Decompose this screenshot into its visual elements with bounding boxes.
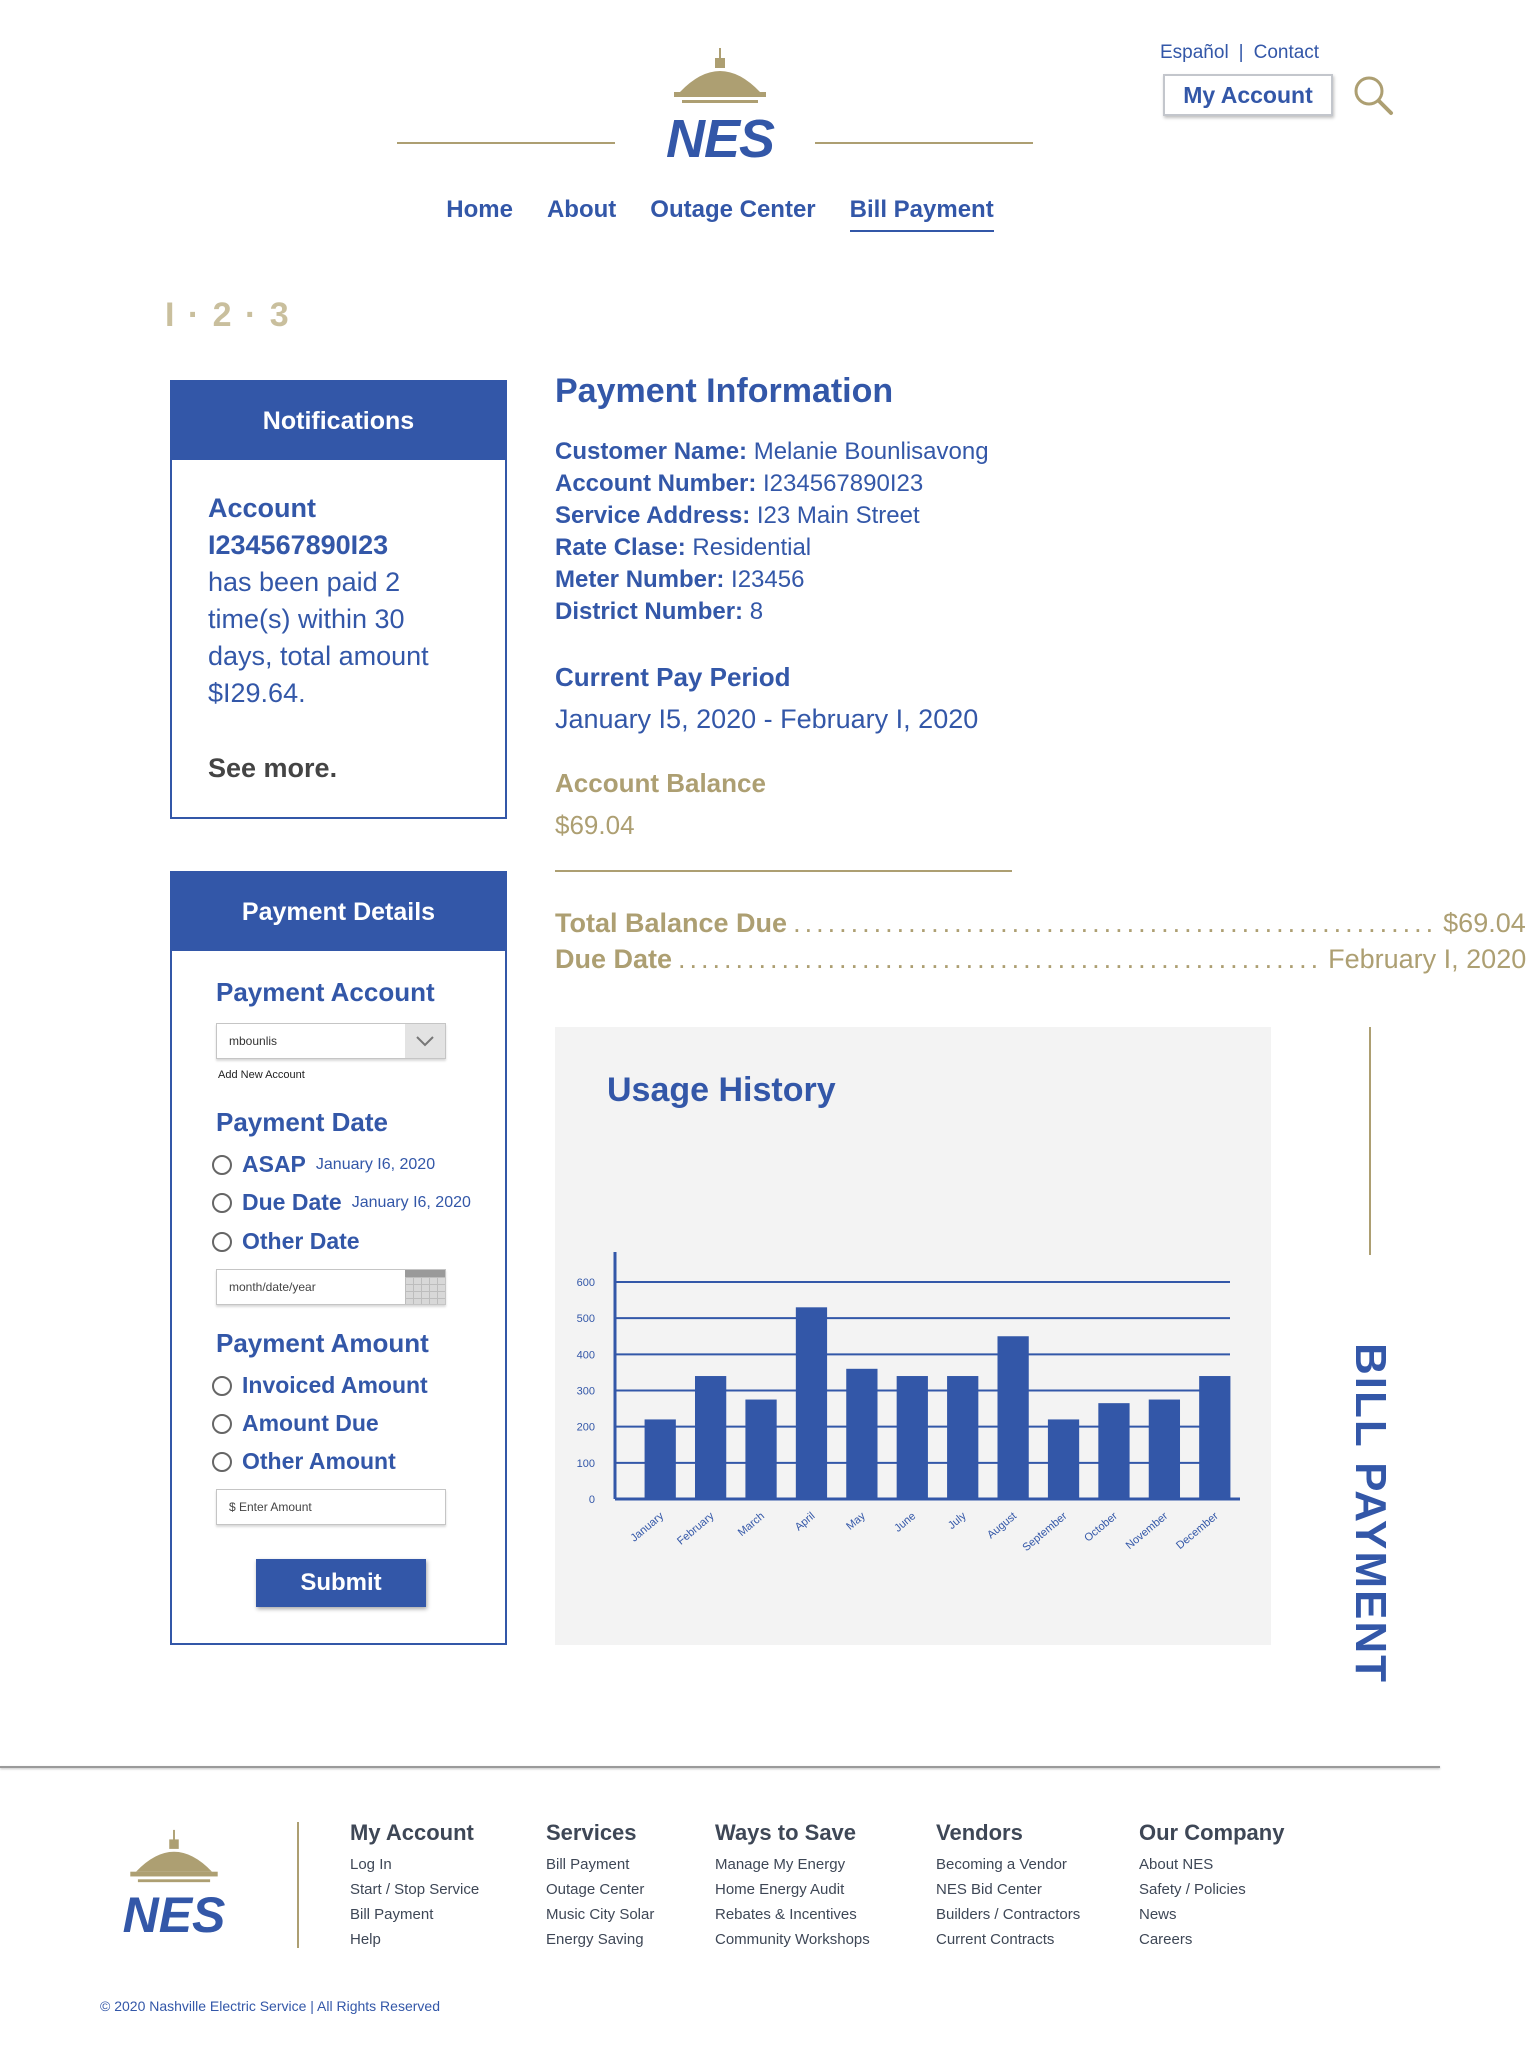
chart-title: Usage History [607,1071,836,1109]
info-label: Service Address: [555,502,751,529]
leader-dots: ........................................................ [793,908,1438,938]
info-rate-class [555,534,811,562]
add-new-account-link[interactable]: Add New Account [218,1069,305,1081]
radio-other-amount[interactable] [212,1448,396,1475]
footer-link[interactable]: Builders / Contractors [936,1906,1081,1923]
payment-date-heading: Payment Date [216,1107,388,1137]
footer-link[interactable]: Music City Solar [546,1906,655,1923]
notification-text: has been paid 2 time(s) within 30 days, total amount $I29.64. [208,567,429,708]
pay-period-label: Current Pay Period [555,662,791,692]
radio-sublabel: January I6, 2020 [351,1193,471,1211]
bar-february [695,1376,726,1499]
footer-link[interactable]: Energy Saving [546,1931,644,1948]
info-value: Melanie Bounlisavong [753,438,989,465]
y-tick-label: 500 [576,1313,595,1326]
date-placeholder: month/date/year [229,1280,316,1294]
footer-col-vendors [936,1820,1080,1952]
footer-link[interactable]: About NES [1139,1856,1214,1873]
footer-link[interactable]: Help [350,1931,381,1948]
nav-bill-payment[interactable]: Bill Payment [850,196,994,232]
info-customer-name [555,438,989,466]
date-input[interactable] [216,1269,446,1305]
notification-account-number: I234567890I23 [208,530,389,560]
info-value: I234567890I23 [763,470,924,497]
x-tick-label: November [1123,1510,1171,1552]
step-indicator: I · 2 · 3 [165,296,291,334]
footer-link[interactable]: Manage My Energy [715,1856,846,1873]
info-label: Rate Clase: [555,534,686,561]
footer-heading: Our Company [1139,1820,1285,1845]
payment-account-value: mbounlis [229,1034,278,1048]
footer-col-our-company [1139,1820,1284,1952]
bar-october [1098,1403,1129,1499]
footer-link[interactable]: NES Bid Center [936,1881,1042,1898]
y-tick-label: 200 [576,1421,595,1434]
info-label: District Number: [555,598,744,625]
bar-december [1199,1376,1230,1499]
x-tick-label: April [792,1510,818,1534]
amount-placeholder: $ Enter Amount [229,1500,312,1514]
header-rule-right [815,142,1033,144]
chevron-down-icon [405,1024,445,1058]
total-due-label: Total Balance Due [555,908,788,938]
y-tick-label: 0 [588,1494,595,1506]
header-rule-left [397,142,615,144]
radio-circle [212,1452,232,1472]
radio-invoiced-amount[interactable] [212,1372,428,1399]
footer-heading: Vendors [936,1820,1023,1845]
radio-label: Due Date [242,1189,342,1215]
footer-heading: Services [546,1820,637,1845]
x-tick-label: January [628,1510,667,1545]
footer-logo-text: NES [122,1887,226,1943]
y-tick-label: 300 [576,1385,595,1398]
footer-link[interactable]: Becoming a Vendor [936,1856,1067,1873]
x-tick-label: December [1174,1510,1221,1552]
footer-col-services [546,1820,654,1952]
my-account-button[interactable]: My Account [1163,74,1333,116]
side-rule [1369,1027,1371,1255]
logo-text: NES [665,109,775,169]
footer-link[interactable]: Current Contracts [936,1931,1055,1948]
radio-other-date[interactable] [212,1228,360,1255]
info-value: Residential [692,534,812,561]
bar-july [947,1376,978,1499]
nes-logo[interactable] [640,46,800,169]
search-icon[interactable] [1352,74,1394,116]
info-meter-number [555,566,804,594]
y-tick-label: 600 [576,1277,595,1289]
notifications-title: Notifications [172,382,505,460]
bar-may [846,1369,877,1499]
nav-about[interactable]: About [546,196,617,223]
submit-button[interactable]: Submit [256,1559,426,1607]
x-tick-label: July [945,1510,969,1532]
info-label: Customer Name: [555,438,748,465]
footer-link[interactable]: Careers [1139,1931,1193,1948]
footer-heading: Ways to Save [715,1820,857,1845]
account-balance-value: $69.04 [555,810,635,840]
payment-amount-heading: Payment Amount [216,1328,429,1358]
balance-divider [555,870,1012,872]
radio-sublabel: January I6, 2020 [315,1155,436,1173]
leader-dots: ........................................................ [678,944,1323,974]
total-due-value: $69.04 [1443,908,1526,938]
footer-link[interactable]: Safety / Policies [1139,1881,1246,1898]
payment-details-panel [170,871,507,1645]
side-label-bill-payment: BILL PAYMENT [1346,1343,1395,1685]
bar-march [745,1400,776,1499]
payment-details-title: Payment Details [172,873,505,951]
bar-april [796,1307,827,1499]
payment-account-select[interactable] [216,1023,446,1059]
nav-outage-center[interactable]: Outage Center [650,196,816,223]
radio-asap[interactable] [212,1151,435,1178]
radio-label: ASAP [242,1151,306,1177]
footer-col-ways-to-save [715,1820,870,1952]
info-service-address [555,502,920,530]
bar-august [997,1336,1028,1499]
y-tick-label: 100 [576,1457,595,1470]
x-tick-label: August [985,1510,1020,1542]
contact-link[interactable]: Contact [1253,42,1320,63]
footer-link[interactable]: Community Workshops [715,1931,870,1948]
amount-input[interactable] [216,1489,446,1525]
x-tick-label: March [735,1510,767,1539]
y-tick-label: 400 [576,1349,595,1362]
total-balance-due-row [555,908,1526,939]
bar-november [1149,1400,1180,1499]
info-label: Meter Number: [555,566,725,593]
radio-circle [212,1155,232,1175]
radio-due-date[interactable] [212,1189,471,1216]
bar-january [645,1419,676,1499]
payment-details-form [172,951,505,1641]
footer-link[interactable]: Bill Payment [546,1856,630,1873]
copyright: © 2020 Nashville Electric Service | All Rights Reserved [100,1998,440,2014]
bar-september [1048,1419,1079,1499]
radio-label: Other Amount [242,1448,396,1474]
usage-bar-chart [555,1027,1271,1645]
radio-circle [212,1414,232,1434]
main-nav [0,196,1440,232]
account-balance-label: Account Balance [555,768,766,798]
due-date-row [555,944,1526,975]
footer-vertical-rule [297,1822,299,1948]
pay-period-value: January I5, 2020 - February I, 2020 [555,704,979,734]
footer-link[interactable]: Home Energy Audit [715,1881,845,1898]
footer-link[interactable]: Bill Payment [350,1906,434,1923]
footer-logo[interactable] [98,1824,250,1946]
radio-circle [212,1232,232,1252]
due-date-label: Due Date [555,944,673,974]
radio-circle [212,1193,232,1213]
see-more-link[interactable]: See more. [208,753,338,783]
footer-link[interactable]: Outage Center [546,1881,645,1898]
info-value: 8 [749,598,764,625]
footer-link[interactable]: Rebates & Incentives [715,1906,857,1923]
footer-link[interactable]: Start / Stop Service [350,1881,480,1898]
x-tick-label: February [675,1510,717,1548]
radio-label: Other Date [242,1228,360,1254]
nav-home[interactable]: Home [446,196,513,223]
info-label: Account Number: [555,470,757,497]
radio-label: Amount Due [242,1410,379,1436]
due-date-value: February I, 2020 [1328,944,1526,974]
footer-col-my-account [350,1820,479,1952]
footer-heading: My Account [350,1820,474,1845]
payment-info-title: Payment Information [555,372,894,410]
footer-divider [0,1766,1440,1768]
footer-link[interactable]: Log In [350,1856,392,1873]
footer-link[interactable]: News [1139,1906,1177,1923]
utility-links [1160,42,1319,64]
payment-account-heading: Payment Account [216,977,435,1007]
calendar-icon[interactable] [405,1270,445,1304]
info-value: I23456 [731,566,805,593]
x-tick-label: October [1082,1510,1120,1545]
x-tick-label: May [844,1510,868,1533]
notification-account-label: Account [208,493,316,523]
x-tick-label: September [1020,1510,1070,1554]
espanol-link[interactable]: Español [1160,42,1229,63]
notifications-panel [170,380,507,819]
x-tick-label: June [892,1510,919,1535]
info-district-number [555,598,763,626]
notification-message [172,460,505,817]
link-separator: | [1238,42,1244,63]
bar-june [897,1376,928,1499]
radio-label: Invoiced Amount [242,1372,428,1398]
radio-amount-due[interactable] [212,1410,379,1437]
usage-history-card [555,1027,1271,1645]
radio-circle [212,1376,232,1396]
info-value: I23 Main Street [756,502,920,529]
info-account-number [555,470,923,498]
